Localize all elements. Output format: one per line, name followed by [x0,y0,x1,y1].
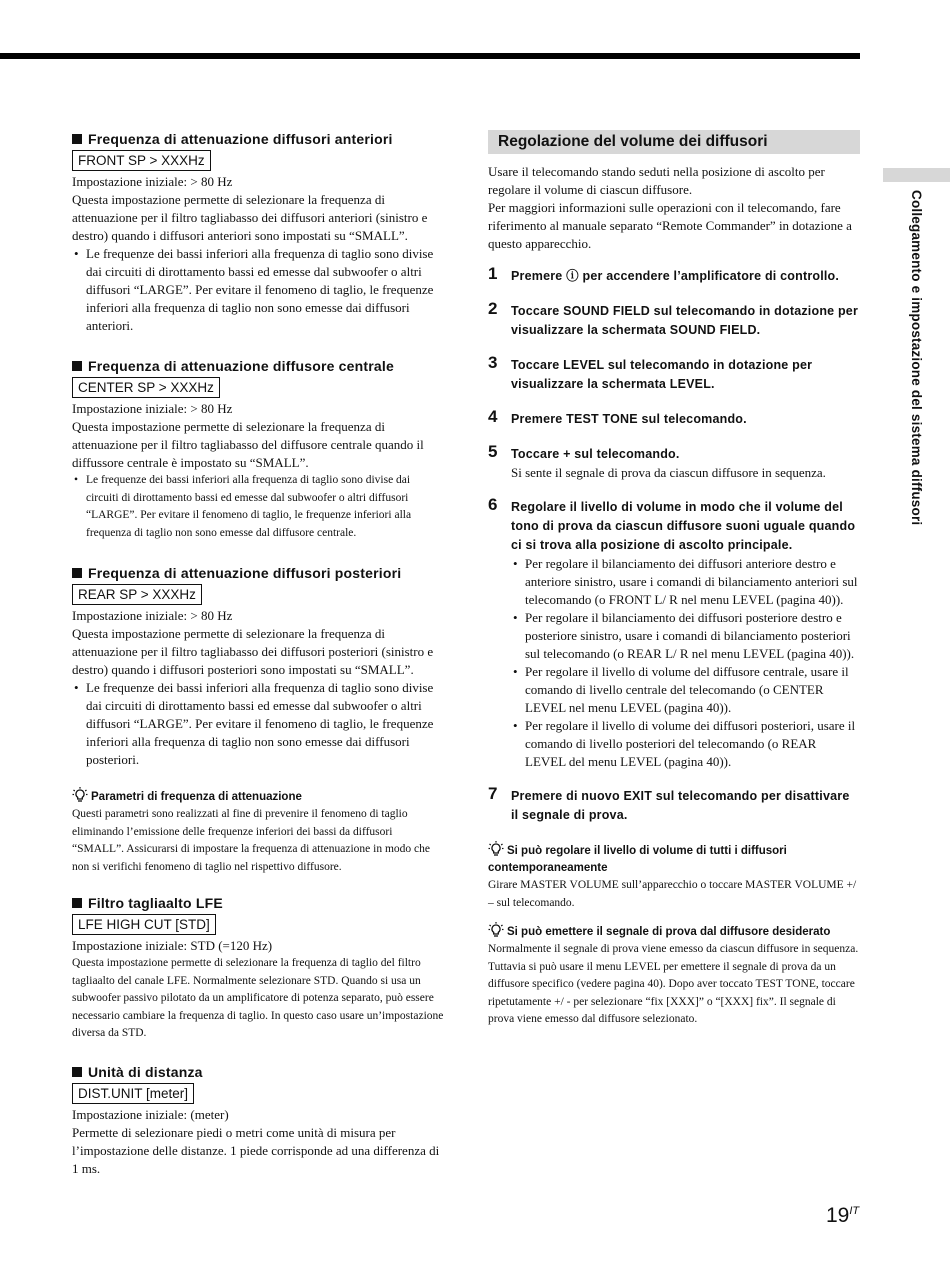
initial-setting: Impostazione iniziale: > 80 Hz [72,401,233,416]
lightbulb-tip-icon [488,841,504,857]
step-title: Regolare il livello di volume in modo che il volume del tono di prova da ciascun diffusore suoni uguale quando ci si trova alla posizione di ascolto principale. [511,500,856,552]
page-number: $19^{IT}$ [826,1204,860,1227]
section-heading: Frequenza di attenuazione diffusori anteriori [72,130,444,148]
initial-setting: Impostazione iniziale: STD (=120 Hz) [72,938,273,953]
step-title: Premere TEST TONE sul telecomando. [511,412,747,426]
initial-setting: Impostazione iniziale: > 80 Hz [72,608,233,623]
bullet-list [72,472,444,542]
menu-item-box: DIST.UNIT [meter] [72,1083,194,1104]
section-distance [72,1063,444,1178]
bullet-list [72,245,444,335]
step-number: 1 [488,264,498,283]
section-heading: Filtro tagliaalto LFE [72,894,444,912]
menu-item-box: REAR SP > XXXHz [72,584,202,605]
step [488,353,860,394]
intro-paragraph: Per maggiori informazioni sulle operazioni con il telecomando, fare riferimento al manuale separato “Remote Commander” in dotazione a questo apparecchio. [488,200,852,251]
step-title: Premere ⓘ per accendere l’amplificatore di controllo. [511,269,840,283]
bullet-item: • Le frequenze dei bassi inferiori alla frequenza di taglio sono divise dai circuiti di dirottamento bassi ed emesse dal subwoofer o altri diffusori “LARGE”. Per evitare il fenomeno di taglio, le frequenze inferiori alla frequenza di taglio non sono emesse dai diffusori posteriori. [72,679,444,769]
bullet-item: • Per regolare il bilanciamento dei diffusori anteriore destro e anteriore sinistro, usare i comandi di bilanciamento anteriori sul telecomando (o FRONT L/ R nel menu LEVEL (pagina 40)). [511,555,860,609]
bullet-list [511,555,860,771]
menu-item-box: LFE HIGH CUT [STD] [72,914,216,935]
step-title: Toccare LEVEL sul telecomando in dotazione per visualizzare la schermata LEVEL. [511,358,813,391]
section-body: Questa impostazione permette di selezionare la frequenza di attenuazione per il filtro tagliabasso dei diffusori anteriori (sinistro e destro) quando i diffusori anteriori sono impostati su “SMALL”. [72,192,428,243]
section-body: Questa impostazione permette di selezionare la frequenza di attenuazione per il filtro tagliabasso dei diffusori posteriori (sinistro e destro) quando i diffusori posteriori sono impostati su “SMALL”. [72,626,434,677]
step-number: 3 [488,353,498,372]
step-title: Premere di nuovo EXIT sul telecomando per disattivare il segnale di prova. [511,789,850,822]
square-bullet-icon [72,898,82,908]
step-number: 4 [488,407,498,426]
square-bullet-icon [72,134,82,144]
lightbulb-tip-icon [488,922,504,938]
tip-heading: Si può regolare il livello di volume di tutti i diffusori contemporaneamente [488,841,860,877]
tip-test-signal [488,922,860,1029]
section-front [72,130,444,335]
section-heading-shaded: Regolazione del volume dei diffusori [488,130,860,154]
menu-item-box: CENTER SP > XXXHz [72,377,220,398]
side-section-label: Collegamento e impostazione del sistema diffusori [909,190,924,526]
step-title: Toccare SOUND FIELD sul telecomando in dotazione per visualizzare la schermata SOUND FIELD. [511,304,859,337]
tip-body: Questi parametri sono realizzati al fine di prevenire il fenomeno di taglio eliminando l’emissione delle frequenze inferiori dei bassi da diffusori “SMALL”. Assicurarsi di impostare la frequenza di attenuazione in modo che non si verifichi fenomeno di taglio nel rispettivo diffusore. [72,808,430,873]
step-title: Toccare + sul telecomando. [511,447,680,461]
tip-crossover [72,787,444,876]
bullet-item: • Per regolare il livello di volume dei diffusori posteriori, usare il comando di livello posteriori del telecomando (o REAR LEVEL del menu LEVEL (pagina 40)). [511,717,860,771]
intro-paragraph: Usare il telecomando stando seduti nella posizione di ascolto per regolare il volume di ciascun diffusore. [488,164,825,197]
square-bullet-icon [72,568,82,578]
tip-heading: Parametri di frequenza di attenuazione [72,787,444,806]
step-number: 7 [488,784,498,803]
step-number: 6 [488,495,498,514]
lightbulb-tip-icon [72,787,88,803]
menu-item-box: FRONT SP > XXXHz [72,150,211,171]
bullet-list [72,679,444,769]
initial-setting: Impostazione iniziale: > 80 Hz [72,174,233,189]
tip-body: Girare MASTER VOLUME sull’apparecchio o toccare MASTER VOLUME +/ – sul telecomando. [488,879,857,909]
right-column [488,130,860,1029]
step [488,495,860,771]
step [488,407,860,429]
tip-heading: Si può emettere il segnale di prova dal diffusore desiderato [488,922,860,941]
left-column [72,130,444,1200]
tip-master-volume [488,841,860,912]
section-heading: Unità di distanza [72,1063,444,1081]
step [488,442,860,482]
step-body: Si sente il segnale di prova da ciascun diffusore in sequenza. [511,465,826,480]
step [488,264,860,286]
initial-setting: Impostazione iniziale: (meter) [72,1106,229,1122]
section-body: Questa impostazione permette di selezionare la frequenza di attenuazione per il filtro tagliabasso del diffusore centrale quando il diffussore centrale è impostato su “SMALL”. [72,419,424,470]
page-language-suffix: IT [849,1205,860,1217]
section-center [72,357,444,542]
bullet-item: • Le frequenze dei bassi inferiori alla frequenza di taglio sono divise dai circuiti di dirottamento bassi ed emesse dal subwoofer o altri diffusori “LARGE”. Per evitare il fenomeno di taglio, le frequenze inferiori alla frequenza di taglio non sono emesse dal diffusore centrale. [72,472,444,542]
bullet-item: • Per regolare il livello di volume del diffusore centrale, usare il comando di livello centrale del telecomando (o CENTER LEVEL nel menu LEVEL (pagina 40)). [511,663,860,717]
section-heading: Frequenza di attenuazione diffusori posteriori [72,564,444,582]
side-tab-marker [883,168,950,182]
step [488,299,860,340]
section-rear [72,564,444,769]
section-body: Permette di selezionare piedi o metri come unità di misura per l’impostazione delle distanze. 1 piede corrisponde ad una differenza di 1 ms. [72,1124,440,1176]
step-number: 5 [488,442,498,461]
top-rule [0,53,860,59]
step [488,784,860,825]
step-number: 2 [488,299,498,318]
section-lfe [72,894,444,1043]
bullet-item: • Le frequenze dei bassi inferiori alla frequenza di taglio sono divise dai circuiti di dirottamento bassi ed emesse dal subwoofer o altri diffusori “LARGE”. Per evitare il fenomeno di taglio, le frequenze inferiori alla frequenza di taglio non sono emesse dai diffusori anteriori. [72,245,444,335]
tip-body: Normalmente il segnale di prova viene emesso da ciascun diffusore in sequenza. Tuttavia si può usare il menu LEVEL per emettere il segnale di prova da un diffusore specifico (vedere pagina 40). Dopo aver toccato TEST TONE, toccare ripetutamente +/ - per selezionare “fix [XXX]” o “[XXX] fix”. Il segnale di prova viene emesso dal diffusore selezionato. [488,943,859,1025]
section-body: Questa impostazione permette di selezionare la frequenza di taglio del filtro tagliaalto del canale LFE. Normalmente selezionare STD. Quando si usa un subwoofer passivo pilotato da un amplificatore di potenza separato, può essere necessario cambiare la frequenza di taglio. In questo caso usare un’impostazione diversa da STD. [72,957,444,1039]
square-bullet-icon [72,1067,82,1077]
section-heading: Frequenza di attenuazione diffusore centrale [72,357,444,375]
square-bullet-icon [72,361,82,371]
bullet-item: • Per regolare il bilanciamento dei diffusori posteriore destro e posteriore sinistro, usare i comandi di bilanciamento posteriori sul telecomando (o REAR L/ R nel menu LEVEL (pagina 40)). [511,609,860,663]
